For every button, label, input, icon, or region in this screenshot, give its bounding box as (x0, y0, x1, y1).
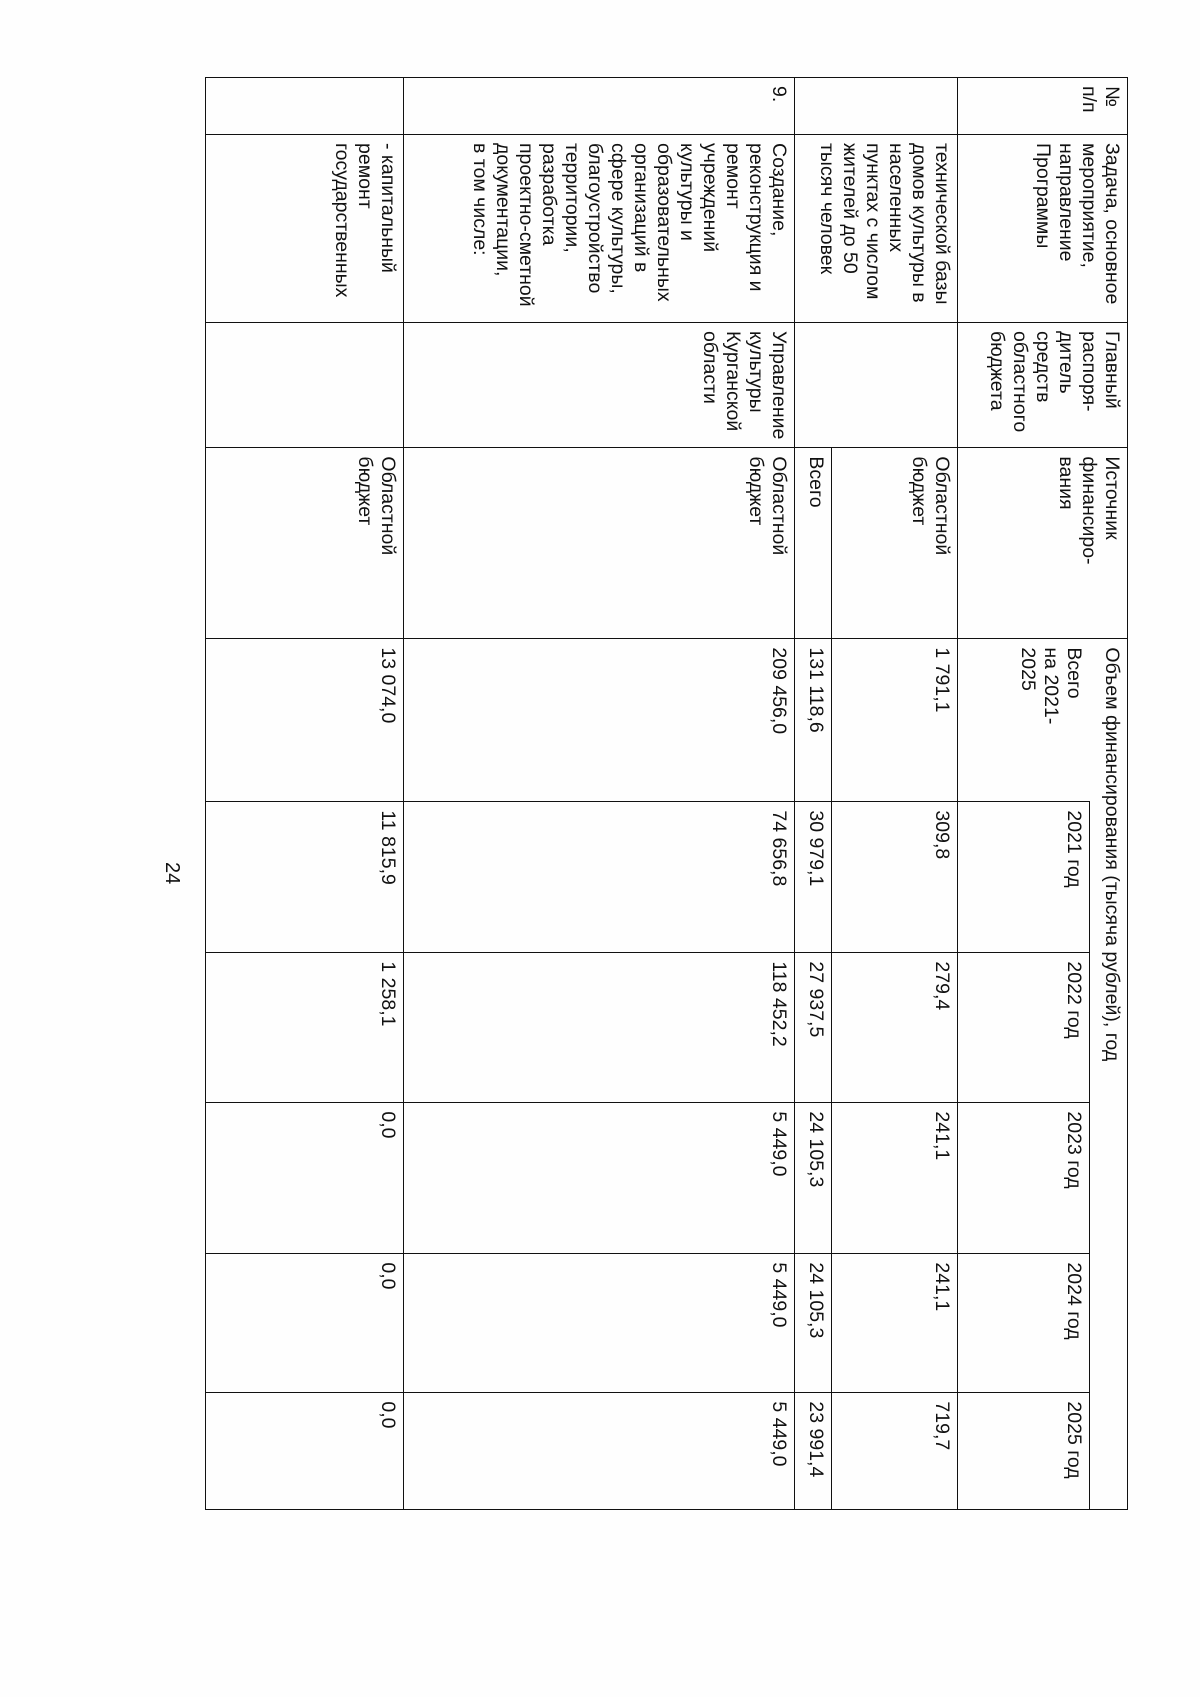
row1-source: Областной бюджет (832, 448, 958, 639)
header-num: № п/п (958, 78, 1128, 135)
funding-table (205, 77, 1128, 1510)
row1-2023: 241,1 (832, 1103, 958, 1254)
row2-manager: Управление культуры Курганской области (404, 323, 795, 448)
row1-sum-2021: 30 979,1 (795, 802, 832, 953)
page-number: 24 (161, 862, 183, 885)
row1-sum-total: 131 118,6 (795, 639, 832, 802)
row3-task: - капитальный ремонт государственных (206, 135, 404, 323)
header-year-2025: 2025 год (958, 1393, 1090, 1510)
header-task: Задача, основное мероприятие, направление Программы (958, 135, 1128, 323)
row3-2021: 11 815,9 (206, 802, 404, 953)
header-source: Источник финансиро- вания (958, 448, 1128, 639)
rotated-page-content (161, 77, 1128, 1689)
row1-2021: 309,8 (832, 802, 958, 953)
table-row (404, 78, 795, 1510)
row1-num (795, 78, 958, 135)
row2-2025: 5 449,0 (404, 1393, 795, 1510)
row1-2025: 719,7 (832, 1393, 958, 1510)
row3-manager (206, 323, 404, 448)
row2-2022: 118 452,2 (404, 953, 795, 1103)
row2-2023: 5 449,0 (404, 1103, 795, 1254)
row1-source-total: Всего (795, 448, 832, 639)
row3-2023: 0,0 (206, 1103, 404, 1254)
row1-task: технической базы домов культуры в населенных пунктах с числом жителей до 50 тысяч человек (795, 135, 958, 323)
row1-2024: 241,1 (832, 1254, 958, 1393)
row1-total: 1 791,1 (832, 639, 958, 802)
header-manager: Главный распоря- дитель средств областного бюджета (958, 323, 1128, 448)
row3-2025: 0,0 (206, 1393, 404, 1510)
row2-num: 9. (404, 78, 795, 135)
row3-num (206, 78, 404, 135)
row2-2024: 5 449,0 (404, 1254, 795, 1393)
header-year-2021: 2021 год (958, 802, 1090, 953)
row1-sum-2022: 27 937,5 (795, 953, 832, 1103)
row2-source: Областной бюджет (404, 448, 795, 639)
row1-sum-2023: 24 105,3 (795, 1103, 832, 1254)
row3-2024: 0,0 (206, 1254, 404, 1393)
row2-task: Создание, реконструкция и ремонт учреждений культуры и образовательных организаций в сфере культуры, благоустройство территории, разработка проектно-сметной документации, в том числе: (404, 135, 795, 323)
row1-sum-2025: 23 991,4 (795, 1393, 832, 1510)
header-year-2022: 2022 год (958, 953, 1090, 1103)
header-row-1 (1090, 78, 1128, 1510)
header-total: Всего на 2021- 2025 (958, 639, 1090, 802)
row2-2021: 74 656,8 (404, 802, 795, 953)
row3-source: Областной бюджет (206, 448, 404, 639)
row3-2022: 1 258,1 (206, 953, 404, 1103)
row1-sum-2024: 24 105,3 (795, 1254, 832, 1393)
table-row (206, 78, 404, 1510)
row2-total: 209 456,0 (404, 639, 795, 802)
header-funding-title: Объем финансирования (тысяча рублей), год (1090, 639, 1128, 1510)
header-year-2024: 2024 год (958, 1254, 1090, 1393)
row3-total: 13 074,0 (206, 639, 404, 802)
row1-manager (795, 323, 958, 448)
header-year-2023: 2023 год (958, 1103, 1090, 1254)
table-row (832, 78, 958, 1510)
row1-2022: 279,4 (832, 953, 958, 1103)
